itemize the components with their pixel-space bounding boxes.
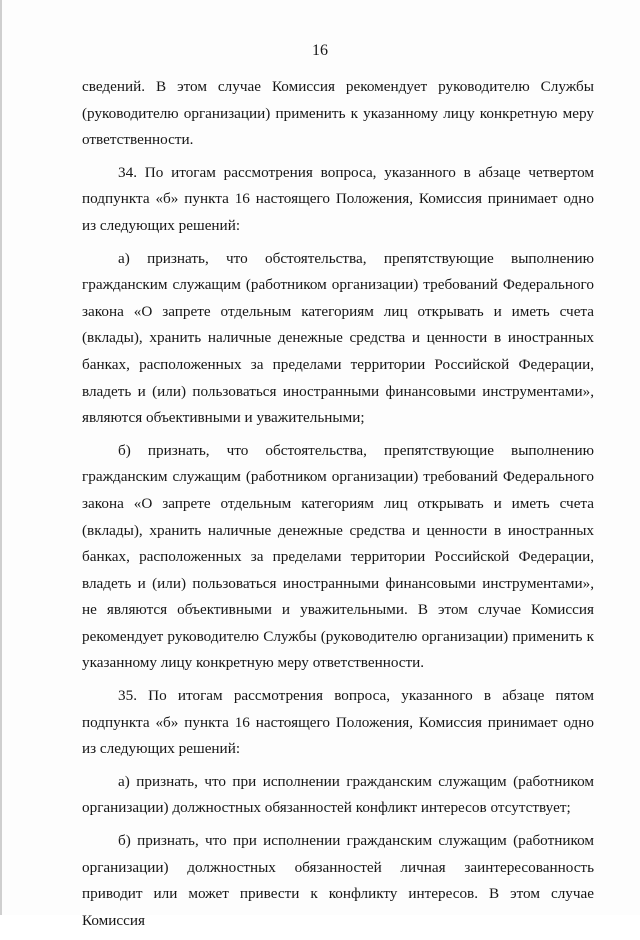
page-number: 16 <box>312 42 328 59</box>
paragraph-continuation: сведений. В этом случае Комиссия рекомендует руководителю Службы (руководителю организации) применить к указанному лицу конкретную меру ответственности. <box>82 78 594 149</box>
paragraph-item-34a: а) признать, что обстоятельства, препятствующие выполнению гражданским служащим (работником организации) требований Федерального закона «О запрете отдельным категориям лиц открывать и иметь счета (вклады), хранить наличные денежные средства и ценности в иностранных банках, расположенных за пределами территории Российской Федерации, владеть и (или) пользоваться иностранными финансовыми инструментами», являются объективными и уважительными; <box>82 249 594 427</box>
paragraph-item-35: 35. По итогам рассмотрения вопроса, указанного в абзаце пятом подпункта «б» пункта 16 настоящего Положения, Комиссия принимает одно из следующих решений: <box>82 687 594 758</box>
document-body <box>82 74 594 940</box>
paragraph-item-35b: б) признать, что при исполнении гражданским служащим (работником организации) должностных обязанностей личная заинтересованность приводит или может привести к конфликту интересов. В этом случае Комиссия <box>82 832 594 929</box>
paragraph-item-34: 34. По итогам рассмотрения вопроса, указанного в абзаце четвертом подпункта «б» пункта 16 настоящего Положения, Комиссия принимает одно из следующих решений: <box>82 163 594 234</box>
paragraph-item-34b: б) признать, что обстоятельства, препятствующие выполнению гражданским служащим (работником организации) требований Федерального закона «О запрете отдельным категориям лиц открывать и иметь счета (вклады), хранить наличные денежные средства и ценности в иностранных банках, расположенных за пределами территории Российской Федерации, владеть и (или) пользоваться иностранными финансовыми инструментами», не являются объективными и уважительными. В этом случае Комиссия рекомендует руководителю Службы (руководителю организации) применить к указанному лицу конкретную меру ответственности. <box>82 441 594 672</box>
paragraph-item-35a: а) признать, что при исполнении гражданским служащим (работником организации) должностных обязанностей конфликт интересов отсутствует; <box>82 772 594 817</box>
